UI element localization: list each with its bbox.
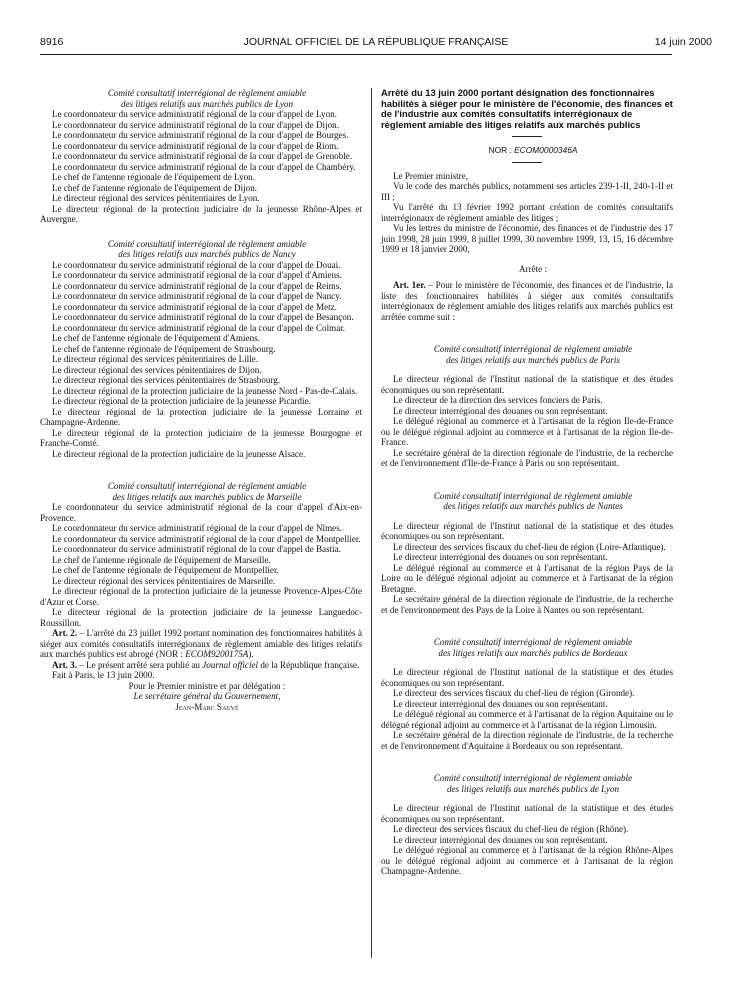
page-header xyxy=(40,36,712,50)
article-3-label: Art. 3. xyxy=(52,659,77,670)
list-item: Le délégué régional au commerce et à l'artisanat de la région Ile-de-France ou le délégué régional adjoint au commerce et à l'artisanat de la région Ile-de-France. xyxy=(381,416,673,447)
nor-rule xyxy=(512,162,542,163)
list-item: Le coordonnateur du service administratif régional de la cour d'appel de Reims. xyxy=(52,280,342,291)
section-heading: des litiges relatifs aux marchés publics de Nancy xyxy=(118,249,296,259)
list-item: Le directeur régional de la protection judiciaire de la jeunesse Rhône-Alpes et Auvergne. xyxy=(40,203,362,224)
list-item: Le coordonnateur du service administratif régional de la cour d'appel de Bastia. xyxy=(52,544,341,554)
article-2-label: Art. 2. xyxy=(52,628,78,638)
list-item: Le coordonnateur du service administratif régional de la cour d'appel de Montpellier. xyxy=(52,533,361,544)
list-item: Le directeur régional des services pénitentiaires de Marseille. xyxy=(52,575,276,586)
list-item: Le chef de l'antenne régionale de l'équipement de Dijon. xyxy=(52,182,258,193)
section-heading: Comité consultatif interrégional de règlement amiable xyxy=(433,773,633,783)
journal-title: JOURNAL OFFICIEL DE LA RÉPUBLIQUE FRANÇAISE xyxy=(243,36,509,48)
signature-line-1: Pour le Premier ministre et par délégation : xyxy=(128,680,286,691)
list-item: Le directeur régional de la protection judiciaire de la jeunesse Picardie. xyxy=(52,396,311,406)
list-item: Le directeur interrégional des douanes ou son représentant. xyxy=(393,834,608,845)
section-heading: Comité consultatif interrégional de règlement amiable xyxy=(433,344,633,354)
article-1 xyxy=(381,280,673,322)
list-item: Le directeur de la direction des services fonciers de Paris. xyxy=(393,395,603,405)
section-bordeaux xyxy=(381,637,673,751)
section-nantes xyxy=(381,491,673,616)
nor-label: NOR : xyxy=(488,145,515,155)
list-item: Le coordonnateur du service administratif régional de la cour d'appel de Grenoble. xyxy=(52,151,353,161)
section-paris xyxy=(381,344,673,469)
list-item: Le coordonnateur du service administratif régional de la cour d'appel de Metz. xyxy=(52,301,337,312)
list-item: Le chef de l'antenne régionale de l'équipement de Montpellier. xyxy=(52,565,279,575)
section-heading: Comité consultatif interrégional de règlement amiable xyxy=(433,637,633,647)
list-item: Le coordonnateur du service administratif régional de la cour d'appel de Colmar. xyxy=(52,322,346,333)
article-1-label: Art. 1er. xyxy=(393,280,426,290)
list-item: Le directeur des services fiscaux du chef-lieu de région (Gironde). xyxy=(393,688,635,698)
list-item: Le coordonnateur du service administratif régional de la cour d'appel de Riom. xyxy=(52,140,339,151)
arrete-label: Arrête : xyxy=(518,263,548,274)
list-item: Le coordonnateur du service administratif régional de la cour d'appel de Dijon. xyxy=(52,119,339,130)
list-item: Vu le code des marchés publics, notamment ses articles 239-1-II, 240-1-II et III ; xyxy=(381,181,673,202)
section-items xyxy=(381,374,673,469)
section-items xyxy=(381,667,673,751)
section-items xyxy=(40,502,362,628)
section-heading: Comité consultatif interrégional de règlement amiable xyxy=(107,481,307,491)
list-item: Le chef de l'antenne régionale de l'équipement de Marseille. xyxy=(52,554,271,565)
section-heading: des litiges relatifs aux marchés publics de Bordeaux xyxy=(438,647,628,658)
section-nancy xyxy=(40,239,362,460)
list-item: Le coordonnateur du service administratif régional de la cour d'appel de Douai. xyxy=(52,259,341,270)
title-rule xyxy=(512,136,542,137)
list-item: Le directeur interrégional des douanes ou son représentant. xyxy=(393,698,608,709)
done-at: Fait à Paris, le 13 juin 2000. xyxy=(52,670,155,680)
header-rule xyxy=(40,54,672,55)
article-2-nor: ECOM9200175A xyxy=(185,649,249,659)
article-2-text: – L'arrêté du 23 juillet 1992 portant nomination des fonctionnaires habilités à siéger aux comités consultatifs interrégionaux de règlement amiable des litiges relatifs aux marchés publics est abrogé (NOR : xyxy=(40,628,362,659)
section-heading: Comité consultatif interrégional de règlement amiable xyxy=(107,88,307,98)
list-item: Le directeur régional des services pénitentiaires de Strasbourg. xyxy=(52,375,281,385)
list-item: Le coordonnateur du service administratif régional de la cour d'appel de Nancy. xyxy=(52,291,342,301)
article-3-end: de la République française. xyxy=(258,659,360,670)
section-marseille xyxy=(40,481,362,628)
section-lyon-justice xyxy=(40,88,362,225)
page-number: 8916 xyxy=(40,36,64,48)
list-item: Le directeur régional de la protection judiciaire de la jeunesse Languedoc-Roussillon. xyxy=(40,607,362,628)
list-item: Le secrétaire général de la direction régionale de l'industrie, de la recherche et de l'environnement d'Ile-de-France à Paris ou son représentant. xyxy=(381,447,673,468)
signature-line-2: Le secrétaire général du Gouvernement, xyxy=(133,691,281,701)
list-item: Le directeur régional de la protection judiciaire de la jeunesse Alsace. xyxy=(52,448,306,459)
article-2-end: ). xyxy=(248,649,254,659)
list-item: Le délégué régional au commerce et à l'artisanat de la région Pays de la Loire ou le délégué régional adjoint au commerce et à l'artisanat de la région Bretagne. xyxy=(381,562,673,594)
list-item: Le directeur régional des services pénitentiaires de Lille. xyxy=(52,354,259,364)
nor-code: ECOM0000346A xyxy=(514,145,578,155)
list-item: Le délégué régional au commerce et à l'artisanat de la région Rhône-Alpes ou le délégué régional adjoint au commerce et à l'artisanat de la région Champagne-Ardenne. xyxy=(381,845,673,876)
signatory-name: Jean-Marc Sauvé xyxy=(175,701,239,712)
list-item: Le directeur régional de la protection judiciaire de la jeunesse Nord - Pas-de-Calais. xyxy=(52,385,358,396)
right-column xyxy=(381,88,673,877)
section-items xyxy=(40,109,362,225)
issue-date: 14 juin 2000 xyxy=(654,36,712,48)
article-3-text: – Le présent arrêté sera publié au xyxy=(77,659,203,670)
list-item: Le coordonnateur du service administratif régional de la cour d'appel de Chambéry. xyxy=(52,161,356,172)
list-item: Le chef de l'antenne régionale de l'équipement de Lyon. xyxy=(52,172,256,182)
list-item: Le coordonnateur du service administratif régional de la cour d'appel de Bourges. xyxy=(52,130,349,140)
article-2 xyxy=(40,628,362,660)
section-heading: des litiges relatifs aux marchés publics de Paris xyxy=(446,354,620,365)
list-item: Le directeur régional de l'Institut national de la statistique et des études économiques ou son représentant. xyxy=(381,374,673,395)
list-item: Le directeur régional de la protection judiciaire de la jeunesse Provence-Alpes-Côte d'Azur et Corse. xyxy=(40,586,362,607)
section-heading: des litiges relatifs aux marchés publics de Nantes xyxy=(443,501,623,511)
article-3 xyxy=(40,660,362,671)
list-item: Le directeur régional des services pénitentiaires de Dijon. xyxy=(52,364,262,375)
section-heading: des litiges relatifs aux marchés publics de Marseille xyxy=(112,491,302,502)
list-item: Le délégué régional au commerce et à l'artisanat de la région Aquitaine ou le délégué régional adjoint au commerce et à l'artisanat de la région Limousin. xyxy=(381,709,673,730)
list-item: Le directeur des services fiscaux du chef-lieu de région (Loire-Atlantique). xyxy=(393,541,666,552)
list-item: Le directeur régional de la protection judiciaire de la jeunesse Bourgogne et Franche-Comté. xyxy=(40,427,362,448)
list-item: Le coordonnateur du service administratif régional de la cour d'appel d'Amiens. xyxy=(52,270,342,280)
list-item: Le directeur interrégional des douanes ou son représentant. xyxy=(393,552,608,562)
list-item: Le secrétaire général de la direction régionale de l'industrie, de la recherche et de l'environnement des Pays de la Loire à Nantes ou son représentant. xyxy=(381,594,673,615)
section-items xyxy=(40,260,362,460)
section-heading: des litiges relatifs aux marchés publics de Lyon xyxy=(446,783,620,794)
list-item: Le coordonnateur du service administratif régional de la cour d'appel d'Aix-en-Provence. xyxy=(40,502,362,523)
section-heading: Comité consultatif interrégional de règlement amiable xyxy=(433,490,633,501)
list-item: Le directeur interrégional des douanes ou son représentant. xyxy=(393,405,608,416)
nor-reference xyxy=(381,145,673,156)
list-item: Vu l'arrêté du 13 février 1992 portant création de comités consultatifs interrégionaux de règlement amiable des litiges ; xyxy=(381,202,673,223)
left-column xyxy=(40,88,362,712)
section-lyon-finance xyxy=(381,773,673,877)
section-heading: Comité consultatif interrégional de règlement amiable xyxy=(107,238,307,249)
list-item: Le directeur régional de l'Institut national de la statistique et des études économiques ou son représentant. xyxy=(381,520,673,541)
list-item: Le chef de l'antenne régionale de l'équipement d'Amiens. xyxy=(52,333,260,343)
list-item: Vu les lettres du ministre de l'économie, des finances et de l'industrie des 17 juin 1998, 28 juin 1999, 8 juillet 1999, 30 novembre 1999, 13, 15, 16 décembre 1999 et 18 janvier 2000, xyxy=(381,223,673,254)
list-item: Le directeur régional de l'Institut national de la statistique et des études économiques ou son représentant. xyxy=(381,803,673,824)
list-item: Le coordonnateur du service administratif régional de la cour d'appel de Nîmes. xyxy=(52,523,343,533)
column-divider xyxy=(371,88,372,958)
list-item: Le directeur régional de l'Institut national de la statistique et des études économiques ou son représentant. xyxy=(381,667,673,688)
list-item: Le secrétaire général de la direction régionale de l'industrie, de la recherche et de l'environnement d'Aquitaine à Bordeaux ou son représentant. xyxy=(381,730,673,751)
list-item: Le chef de l'antenne régionale de l'équipement de Strasbourg. xyxy=(52,343,276,354)
list-item: Le coordonnateur du service administratif régional de la cour d'appel de Besançon. xyxy=(52,312,354,322)
list-item: Le coordonnateur du service administratif régional de la cour d'appel de Lyon. xyxy=(52,109,337,119)
list-item: Le Premier ministre, xyxy=(393,170,469,181)
list-item: Le directeur régional de la protection judiciaire de la jeunesse Lorraine et Champagne-Ardenne. xyxy=(40,406,362,427)
list-item: Le directeur des services fiscaux du chef-lieu de région (Rhône). xyxy=(393,824,629,834)
article-1-text: – Pour le ministère de l'économie, des finances et de l'industrie, la liste des fonctionnaires habilités à siéger aux comités consultatifs interrégionaux de règlement amiable des litiges relatifs aux marchés publics est arrêtée comme suit : xyxy=(381,280,673,322)
list-item: Le directeur régional des services pénitentiaires de Lyon. xyxy=(52,193,260,203)
section-items xyxy=(381,521,673,616)
decree-title: Arrêté du 13 juin 2000 portant désignation des fonctionnaires habilités à siéger pour le ministère de l'économie, des finances et de l'industrie aux comités consultatifs interrégionaux de règlement amiable des litiges relatifs aux marchés publics xyxy=(381,87,673,130)
section-heading: des litiges relatifs aux marchés publics de Lyon xyxy=(120,98,294,109)
article-3-journal: Journal officiel xyxy=(202,659,259,670)
decree-intro xyxy=(381,171,673,255)
section-items xyxy=(381,803,673,877)
